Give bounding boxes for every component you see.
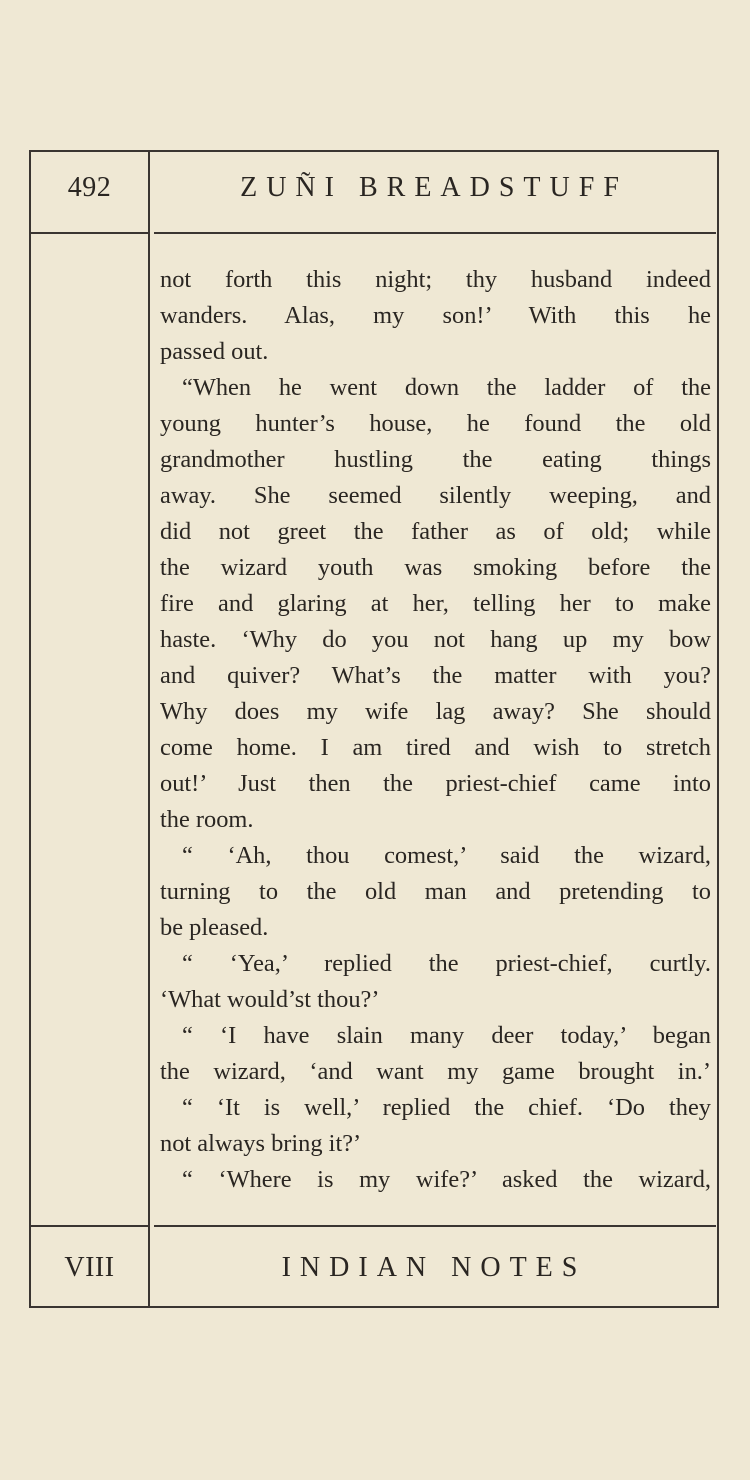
text-line: young hunter’s house, he found the old [160,410,711,437]
text-line: be pleased. [160,914,269,941]
text-line: come home. I am tired and wish to stretch [160,734,711,761]
text-line: “ ‘It is well,’ replied the chief. ‘Do they [182,1094,711,1121]
text-line: did not greet the father as of old; while [160,518,711,545]
footer-rule-left [29,1225,149,1227]
text-line: turning to the old man and pretending to [160,878,711,905]
text-line: fire and glaring at her, telling her to make [160,590,711,617]
body-text [160,262,711,1198]
text-line: wanders. Alas, my son!’ With this he [160,302,711,329]
text-line: the wizard, ‘and want my game brought in.’ [160,1058,711,1085]
text-line: “ ‘I have slain many deer today,’ began [182,1022,711,1049]
text-line: grandmother hustling the eating things [160,446,711,473]
text-line: and quiver? What’s the matter with you? [160,662,711,689]
text-line: out!’ Just then the priest-chief came into [160,770,711,797]
text-line: away. She seemed silently weeping, and [160,482,711,509]
footer-series-title: INDIAN NOTES [281,1252,587,1283]
footer-volume: VIII [64,1252,115,1283]
running-title: ZUÑI BREADSTUFF [240,172,628,203]
text-line: “When he went down the ladder of the [182,374,711,401]
header-rule-right [154,232,716,234]
text-line: ‘What would’st thou?’ [160,986,380,1013]
footer-rule-right [154,1225,716,1227]
text-line: not forth this night; thy husband indeed [160,266,711,293]
text-line: “ ‘Where is my wife?’ asked the wizard, [182,1166,711,1193]
text-line: the wizard youth was smoking before the [160,554,711,581]
text-line: Why does my wife lag away? She should [160,698,711,725]
text-line: passed out. [160,338,269,365]
text-line: not always bring it?’ [160,1130,362,1157]
header-rule-left [29,232,149,234]
text-line: haste. ‘Why do you not hang up my bow [160,626,711,653]
page-number: 492 [67,172,112,203]
margin-rule [148,150,150,1308]
text-line: “ ‘Ah, thou comest,’ said the wizard, [182,842,711,869]
text-line: “ ‘Yea,’ replied the priest-chief, curtly. [182,950,711,977]
text-line: the room. [160,806,254,833]
